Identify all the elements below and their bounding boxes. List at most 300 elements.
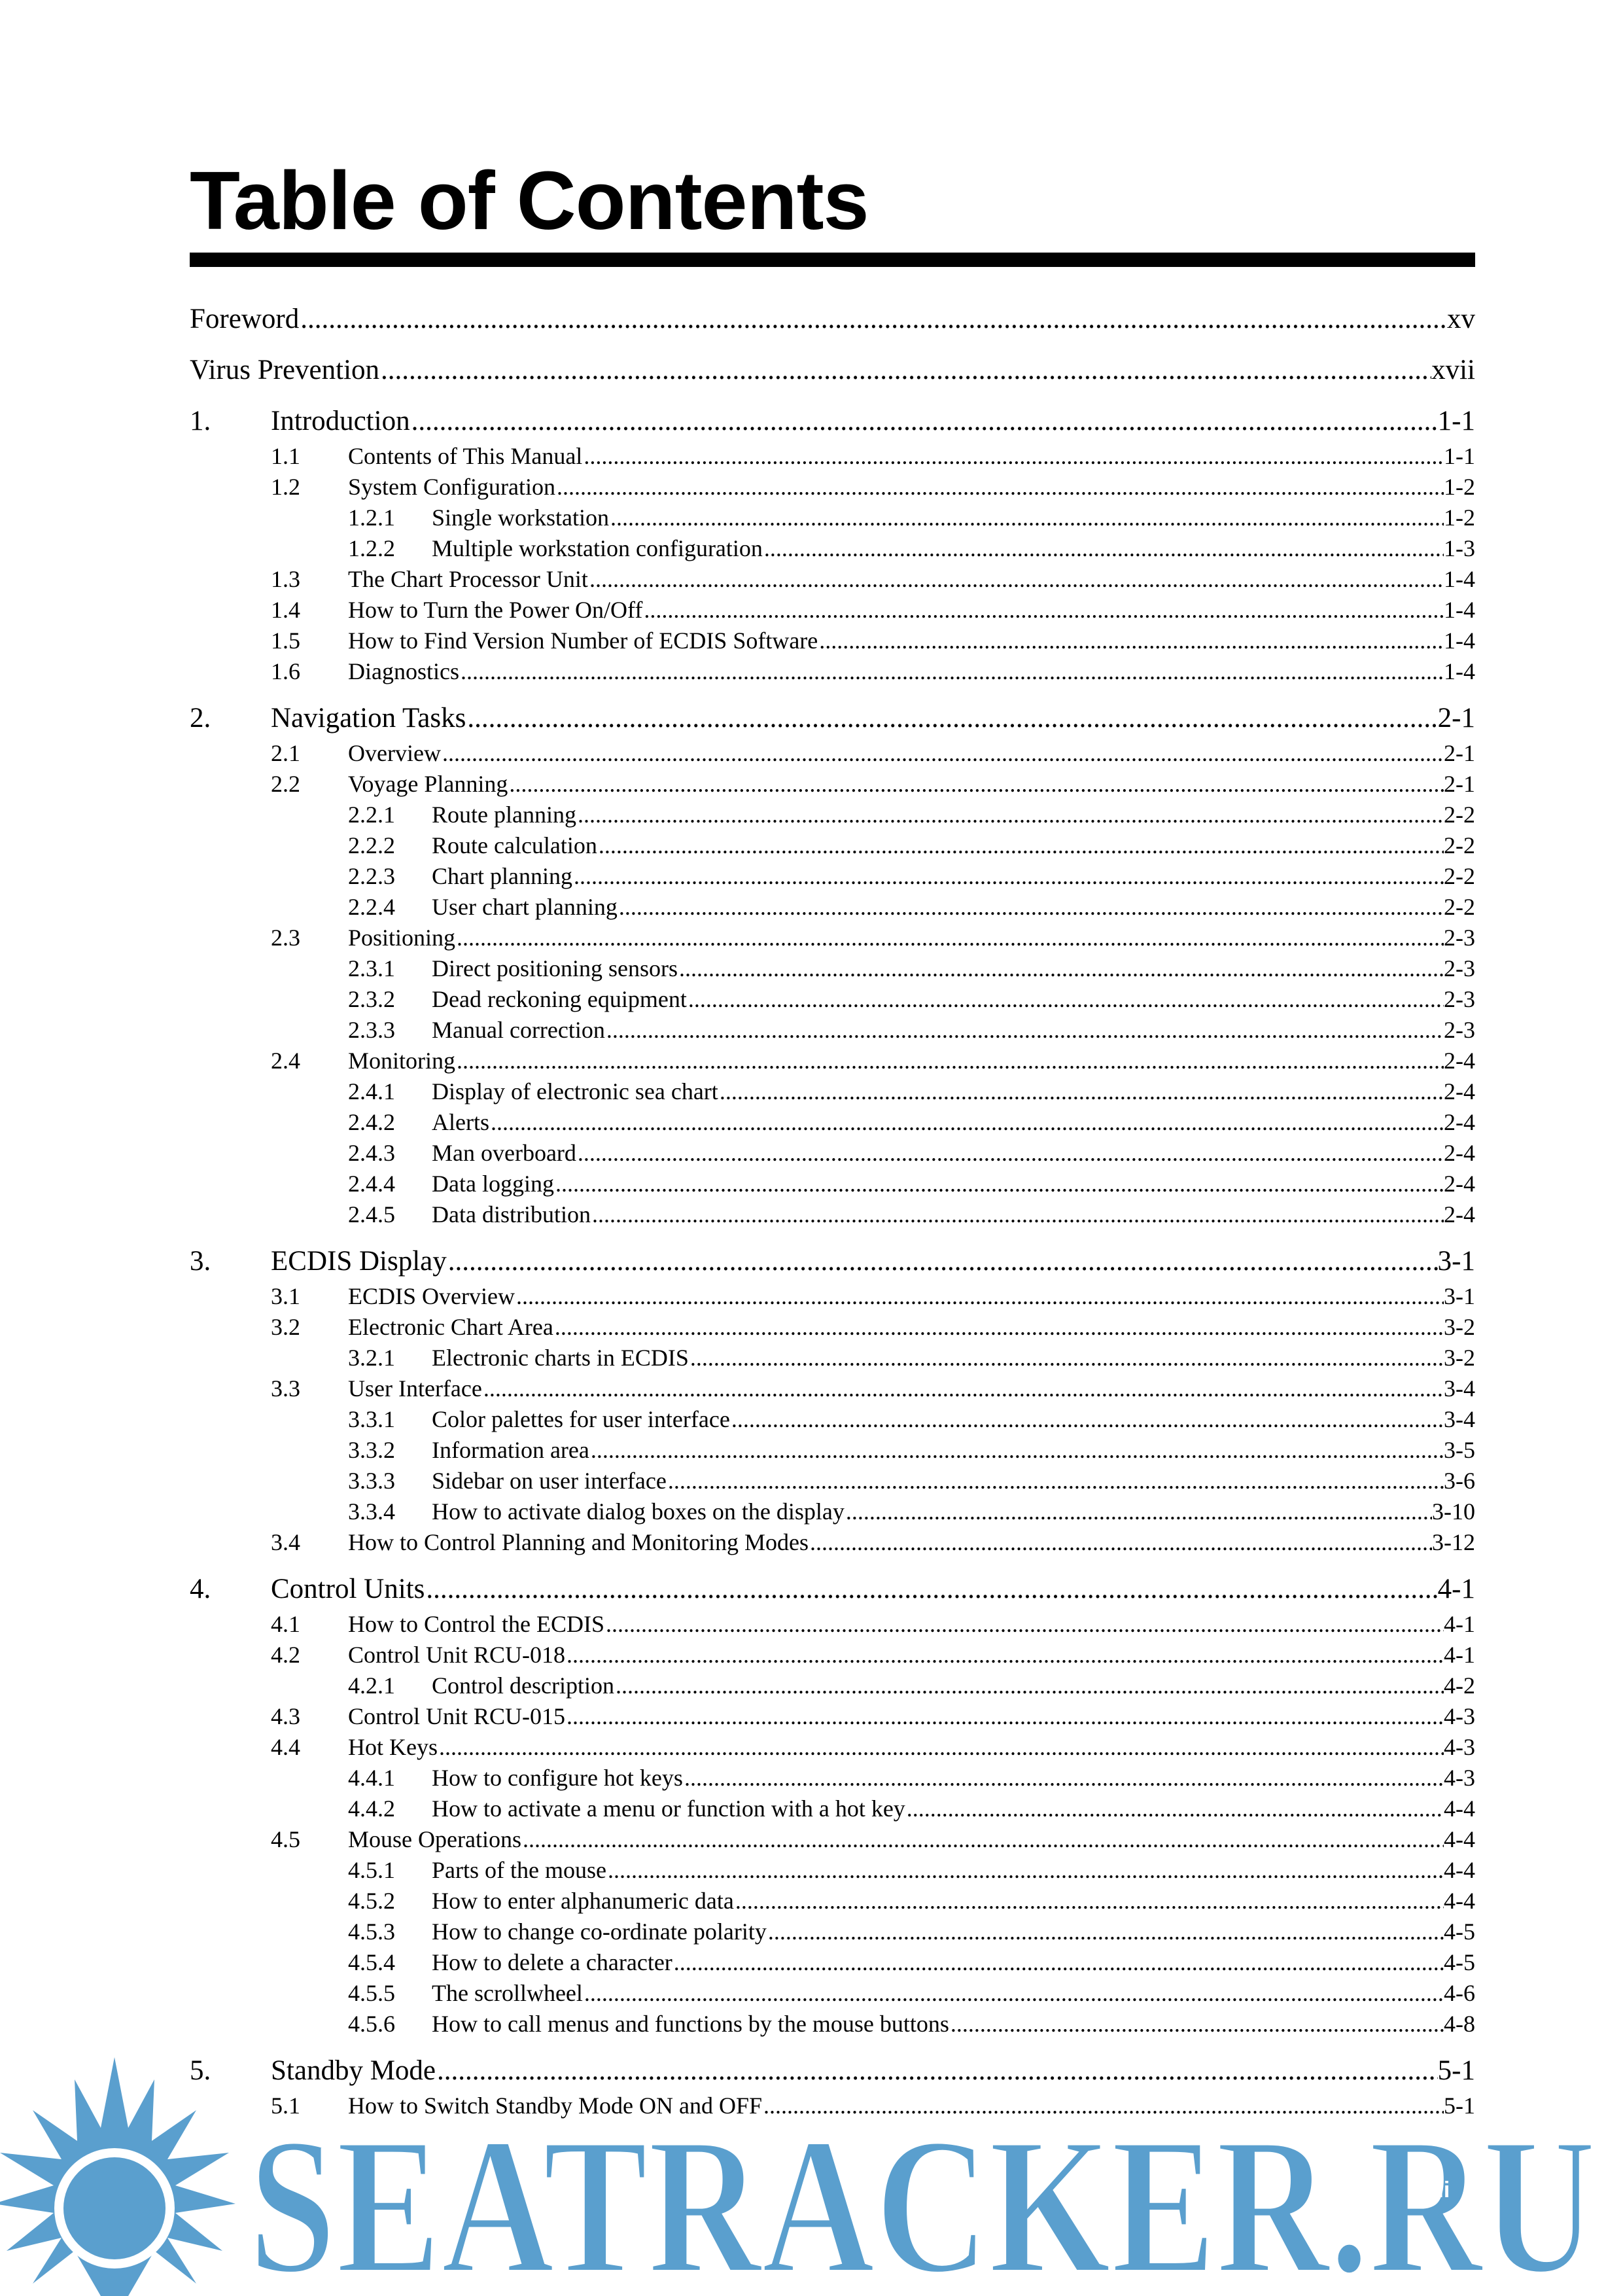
entry-line — [348, 564, 1475, 595]
dot-leader — [599, 830, 1444, 861]
entry-line — [432, 1496, 1475, 1527]
entry-line — [432, 800, 1475, 830]
dot-leader — [668, 1466, 1444, 1496]
dot-leader — [523, 1824, 1444, 1855]
entry-number: 4.3 — [271, 1703, 300, 1729]
dot-leader — [442, 738, 1444, 769]
dot-leader — [674, 1947, 1444, 1978]
entry-page-number: 4-4 — [1444, 1857, 1475, 1883]
entry-page-number: 2-4 — [1444, 1140, 1475, 1166]
toc-subsection-entry[interactable] — [190, 1199, 1475, 1230]
entry-page-number: 2-2 — [1444, 894, 1475, 920]
entry-line — [348, 656, 1475, 687]
entry-page-number: 1-1 — [1437, 406, 1475, 436]
entry-number: 3.4 — [271, 1529, 300, 1555]
entry-number: 1. — [190, 406, 211, 436]
entry-line — [432, 1169, 1475, 1199]
entry-page-number: 4-8 — [1444, 2011, 1475, 2037]
sun-core — [63, 2157, 166, 2259]
entry-title: How to Turn the Power On/Off — [348, 597, 643, 623]
entry-title: Hot Keys — [348, 1734, 438, 1760]
entry-number: 2.2.2 — [348, 832, 395, 858]
entry-number: 4.5.5 — [348, 1980, 395, 2006]
entry-number: 1.4 — [271, 597, 300, 623]
entry-page-number: 1-3 — [1444, 535, 1475, 561]
entry-title: Display of electronic sea chart — [432, 1078, 718, 1104]
toc-section-entry[interactable] — [190, 1609, 1475, 1640]
toc-chapter-entry[interactable] — [190, 402, 1475, 441]
entry-title: Monitoring — [348, 1048, 456, 1074]
entry-title: Data distribution — [432, 1201, 591, 1227]
dot-leader — [592, 1199, 1444, 1230]
toc-subsection-entry[interactable] — [190, 1978, 1475, 2009]
entry-title: Standby Mode — [271, 2055, 436, 2086]
entry-number: 3. — [190, 1246, 211, 1277]
entry-title: How to activate a menu or function with a hot key — [432, 1795, 905, 1822]
dot-leader — [584, 1978, 1444, 2009]
toc-section-entry[interactable] — [190, 564, 1475, 595]
entry-line — [432, 1670, 1475, 1701]
entry-page-number: 3-12 — [1432, 1529, 1475, 1555]
entry-line — [432, 1916, 1475, 1947]
entry-title: ECDIS Display — [271, 1246, 447, 1277]
entry-number: 4.1 — [271, 1611, 300, 1637]
dot-leader — [819, 626, 1444, 656]
entry-line — [271, 1570, 1475, 1609]
entry-number: 3.3.4 — [348, 1498, 395, 1525]
entry-line — [432, 1793, 1475, 1824]
entry-page-number: 3-4 — [1444, 1406, 1475, 1432]
entry-line — [348, 1609, 1475, 1640]
entry-title: System Configuration — [348, 474, 555, 500]
dot-leader — [810, 1527, 1432, 1558]
entry-line — [432, 1978, 1475, 2009]
entry-title: Navigation Tasks — [271, 703, 466, 733]
dot-leader — [951, 2009, 1444, 2040]
toc-subsection-entry[interactable] — [190, 1107, 1475, 1138]
entry-number: 4.5.1 — [348, 1857, 395, 1883]
watermark-text: SEATRACKER.RU — [249, 2097, 1596, 2296]
entry-title: How to call menus and functions by the mouse buttons — [432, 2011, 949, 2037]
entry-page-number: 2-3 — [1444, 955, 1475, 981]
toc-subsection-entry[interactable] — [190, 1138, 1475, 1169]
entry-page-number: 2-3 — [1444, 986, 1475, 1012]
entry-line — [432, 1763, 1475, 1793]
entry-line — [432, 1107, 1475, 1138]
toc-subsection-entry[interactable] — [190, 503, 1475, 533]
dot-leader — [768, 1916, 1444, 1947]
entry-page-number: xv — [1447, 304, 1475, 334]
sun-logo-icon — [0, 2057, 236, 2296]
toc-section-entry[interactable] — [190, 1640, 1475, 1670]
entry-line — [348, 472, 1475, 503]
toc-section-entry[interactable] — [190, 626, 1475, 656]
entry-line — [432, 1855, 1475, 1886]
entry-line — [348, 1373, 1475, 1404]
entry-title: Single workstation — [432, 504, 609, 531]
toc-subsection-entry[interactable] — [190, 1466, 1475, 1496]
toc-subsection-entry[interactable] — [190, 533, 1475, 564]
entry-title: Mouse Operations — [348, 1826, 521, 1852]
entry-page-number: 2-1 — [1437, 703, 1475, 733]
entry-page-number: 5-1 — [1444, 2093, 1475, 2119]
entry-line — [432, 503, 1475, 533]
entry-page-number: xvii — [1431, 355, 1475, 385]
toc-section-entry[interactable] — [190, 1312, 1475, 1343]
entry-number: 1.2.1 — [348, 504, 395, 531]
entry-number: 1.5 — [271, 627, 300, 654]
entry-number: 5.1 — [271, 2093, 300, 2119]
entry-line — [348, 1701, 1475, 1732]
entry-number: 2.4.3 — [348, 1140, 395, 1166]
entry-line — [348, 738, 1475, 769]
toc-section-entry[interactable] — [190, 1281, 1475, 1312]
entry-number: 2.4.4 — [348, 1171, 395, 1197]
entry-page-number: 4-1 — [1437, 1574, 1475, 1604]
entry-page-number: 4-1 — [1444, 1642, 1475, 1668]
toc-subsection-entry[interactable] — [190, 1886, 1475, 1916]
entry-number: 3.3 — [271, 1375, 300, 1402]
entry-title: Foreword — [190, 304, 300, 334]
dot-leader — [606, 1609, 1444, 1640]
entry-number: 2.4.2 — [348, 1109, 395, 1135]
dot-leader — [555, 1312, 1444, 1343]
entry-title: How to Control the ECDIS — [348, 1611, 604, 1637]
toc-section-entry[interactable] — [190, 595, 1475, 626]
dot-leader — [846, 1496, 1432, 1527]
entry-line — [348, 769, 1475, 800]
toc-chapter-entry[interactable] — [190, 1242, 1475, 1281]
entry-page-number: 2-1 — [1444, 740, 1475, 766]
entry-page-number: 2-1 — [1444, 771, 1475, 797]
entry-title: Control Units — [271, 1574, 425, 1604]
dot-leader — [483, 1373, 1444, 1404]
toc-section-entry[interactable] — [190, 441, 1475, 472]
toc-subsection-entry[interactable] — [190, 1855, 1475, 1886]
entry-line — [190, 351, 1475, 390]
entry-title: How to enter alphanumeric data — [432, 1888, 734, 1914]
entry-number: 2.3 — [271, 925, 300, 951]
entry-title: Control Unit RCU-018 — [348, 1642, 566, 1668]
entry-line — [348, 923, 1475, 953]
entry-line — [432, 2009, 1475, 2040]
entry-title: How to configure hot keys — [432, 1765, 683, 1791]
entry-title: Control Unit RCU-015 — [348, 1703, 566, 1729]
entry-line — [190, 300, 1475, 339]
entry-line — [348, 1312, 1475, 1343]
toc-section-entry[interactable] — [190, 1824, 1475, 1855]
entry-line — [432, 861, 1475, 892]
toc-subsection-entry[interactable] — [190, 1793, 1475, 1824]
entry-title: Multiple workstation configuration — [432, 535, 763, 561]
entry-page-number: 1-4 — [1444, 597, 1475, 623]
title-rule — [190, 253, 1475, 267]
entry-page-number: 3-6 — [1444, 1468, 1475, 1494]
dot-leader — [589, 564, 1444, 595]
toc-section-entry[interactable] — [190, 923, 1475, 953]
dot-leader — [461, 656, 1444, 687]
entry-title: ECDIS Overview — [348, 1283, 515, 1309]
entry-title: Alerts — [432, 1109, 489, 1135]
dot-leader — [907, 1793, 1444, 1824]
entry-title: Introduction — [271, 406, 410, 436]
toc-section-entry[interactable] — [190, 1373, 1475, 1404]
entry-page-number: 2-4 — [1444, 1048, 1475, 1074]
dot-leader — [555, 1169, 1444, 1199]
dot-leader — [735, 1886, 1444, 1916]
entry-number: 1.3 — [271, 566, 300, 592]
toc-subsection-entry[interactable] — [190, 1763, 1475, 1793]
entry-title: Parts of the mouse — [432, 1857, 606, 1883]
toc-subsection-entry[interactable] — [190, 1343, 1475, 1373]
entry-title: How to delete a character — [432, 1949, 672, 1975]
entry-line — [432, 892, 1475, 923]
dot-leader — [608, 1855, 1444, 1886]
entry-number: 2.4 — [271, 1048, 300, 1074]
entry-title: Direct positioning sensors — [432, 955, 678, 981]
entry-title: Color palettes for user interface — [432, 1406, 730, 1432]
toc-chapter-entry[interactable] — [190, 1570, 1475, 1609]
entry-page-number: 1-4 — [1444, 566, 1475, 592]
toc-subsection-entry[interactable] — [190, 1496, 1475, 1527]
entry-number: 2.2.4 — [348, 894, 395, 920]
entry-title: Route calculation — [432, 832, 597, 858]
entry-line — [432, 1466, 1475, 1496]
entry-title: Manual correction — [432, 1017, 605, 1043]
entry-title: Overview — [348, 740, 441, 766]
entry-page-number: 2-2 — [1444, 832, 1475, 858]
entry-page-number: 4-5 — [1444, 1949, 1475, 1975]
dot-leader — [584, 441, 1444, 472]
toc-subsection-entry[interactable] — [190, 800, 1475, 830]
entry-title: User Interface — [348, 1375, 482, 1402]
entry-number: 3.2.1 — [348, 1345, 395, 1371]
toc-subsection-entry[interactable] — [190, 1435, 1475, 1466]
entry-page-number: 1-4 — [1444, 658, 1475, 684]
dot-leader — [606, 1015, 1444, 1046]
entry-title: User chart planning — [432, 894, 618, 920]
entry-number: 2.3.1 — [348, 955, 395, 981]
entry-title: Virus Prevention — [190, 355, 380, 385]
entry-number: 1.6 — [271, 658, 300, 684]
entry-line — [348, 1281, 1475, 1312]
dot-leader — [731, 1404, 1444, 1435]
entry-line — [432, 1138, 1475, 1169]
entry-title: Contents of This Manual — [348, 443, 583, 469]
entry-number: 4.5.3 — [348, 1918, 395, 1945]
entry-title: Data logging — [432, 1171, 554, 1197]
entry-page-number: 2-2 — [1444, 802, 1475, 828]
entry-page-number: 3-4 — [1444, 1375, 1475, 1402]
entry-number: 4. — [190, 1574, 211, 1604]
toc-section-entry[interactable] — [190, 769, 1475, 800]
entry-page-number: 4-3 — [1444, 1703, 1475, 1729]
dot-leader — [610, 503, 1444, 533]
entry-number: 3.3.3 — [348, 1468, 395, 1494]
entry-number: 5. — [190, 2055, 211, 2086]
dot-leader — [616, 1670, 1444, 1701]
toc-front-entry[interactable] — [190, 300, 1475, 351]
dot-leader — [448, 1242, 1438, 1281]
entry-number: 1.1 — [271, 443, 300, 469]
entry-page-number: 2-2 — [1444, 863, 1475, 889]
entry-page-number: 1-4 — [1444, 627, 1475, 654]
entry-page-number: 4-5 — [1444, 1918, 1475, 1945]
dot-leader — [679, 953, 1444, 984]
table-of-contents — [190, 300, 1475, 2121]
page-number: iii — [1431, 2178, 1450, 2202]
entry-line — [432, 1404, 1475, 1435]
entry-line — [348, 1824, 1475, 1855]
entry-title: Dead reckoning equipment — [432, 986, 687, 1012]
dot-leader — [426, 1570, 1437, 1609]
entry-page-number: 3-2 — [1444, 1314, 1475, 1340]
entry-title: Control description — [432, 1672, 614, 1699]
dot-leader — [439, 1732, 1444, 1763]
entry-line — [432, 830, 1475, 861]
entry-line — [348, 626, 1475, 656]
entry-page-number: 4-3 — [1444, 1765, 1475, 1791]
entry-number: 4.4.1 — [348, 1765, 395, 1791]
entry-title: Voyage Planning — [348, 771, 508, 797]
entry-line — [432, 1015, 1475, 1046]
entry-line — [432, 1076, 1475, 1107]
entry-title: The Chart Processor Unit — [348, 566, 588, 592]
toc-subsection-entry[interactable] — [190, 830, 1475, 861]
toc-section-entry[interactable] — [190, 656, 1475, 687]
watermark — [0, 2041, 1623, 2296]
toc-subsection-entry[interactable] — [190, 1169, 1475, 1199]
entry-title: Electronic charts in ECDIS — [432, 1345, 689, 1371]
toc-section-entry[interactable] — [190, 472, 1475, 503]
entry-page-number: 3-1 — [1444, 1283, 1475, 1309]
dot-leader — [457, 1046, 1444, 1076]
toc-section-entry[interactable] — [190, 1732, 1475, 1763]
entry-line — [432, 1947, 1475, 1978]
entry-title: Diagnostics — [348, 658, 459, 684]
toc-section-entry[interactable] — [190, 1527, 1475, 1558]
toc-subsection-entry[interactable] — [190, 861, 1475, 892]
entry-number: 2. — [190, 703, 211, 733]
entry-number: 3.2 — [271, 1314, 300, 1340]
entry-line — [348, 1527, 1475, 1558]
toc-section-entry[interactable] — [190, 1701, 1475, 1732]
toc-subsection-entry[interactable] — [190, 1947, 1475, 1978]
entry-page-number: 5-1 — [1437, 2055, 1475, 2086]
toc-front-entry[interactable] — [190, 351, 1475, 402]
toc-section-entry[interactable] — [190, 1046, 1475, 1076]
dot-leader — [578, 800, 1444, 830]
dot-leader — [690, 1343, 1444, 1373]
entry-line — [348, 441, 1475, 472]
entry-page-number: 1-2 — [1444, 474, 1475, 500]
entry-page-number: 2-3 — [1444, 1017, 1475, 1043]
entry-title: How to Control Planning and Monitoring Modes — [348, 1529, 809, 1555]
dot-leader — [557, 472, 1444, 503]
entry-page-number: 4-4 — [1444, 1795, 1475, 1822]
entry-line — [432, 984, 1475, 1015]
entry-page-number: 4-2 — [1444, 1672, 1475, 1699]
entry-title: How to change co-ordinate polarity — [432, 1918, 767, 1945]
toc-chapter-entry[interactable] — [190, 699, 1475, 738]
entry-page-number: 4-1 — [1444, 1611, 1475, 1637]
toc-subsection-entry[interactable] — [190, 1670, 1475, 1701]
toc-section-entry[interactable] — [190, 738, 1475, 769]
entry-number: 2.1 — [271, 740, 300, 766]
entry-page-number: 4-4 — [1444, 1826, 1475, 1852]
entry-number: 1.2 — [271, 474, 300, 500]
dot-leader — [574, 861, 1444, 892]
toc-subsection-entry[interactable] — [190, 1076, 1475, 1107]
entry-page-number: 3-1 — [1437, 1246, 1475, 1277]
toc-subsection-entry[interactable] — [190, 892, 1475, 923]
toc-subsection-entry[interactable] — [190, 1916, 1475, 1947]
entry-title: Sidebar on user interface — [432, 1468, 667, 1494]
dot-leader — [411, 402, 1438, 441]
page-title: Table of Contents — [190, 154, 869, 247]
toc-subsection-entry[interactable] — [190, 1015, 1475, 1046]
entry-number: 1.2.2 — [348, 535, 395, 561]
entry-line — [432, 533, 1475, 564]
dot-leader — [619, 892, 1444, 923]
entry-number: 4.5.2 — [348, 1888, 395, 1914]
entry-line — [348, 1732, 1475, 1763]
entry-number: 4.5.6 — [348, 2011, 395, 2037]
entry-line — [348, 1046, 1475, 1076]
entry-title: Positioning — [348, 925, 456, 951]
entry-number: 2.2.3 — [348, 863, 395, 889]
dot-leader — [381, 351, 1431, 390]
entry-line — [348, 595, 1475, 626]
dot-leader — [591, 1435, 1444, 1466]
entry-page-number: 2-4 — [1444, 1171, 1475, 1197]
entry-number: 4.5.4 — [348, 1949, 395, 1975]
entry-page-number: 2-4 — [1444, 1109, 1475, 1135]
dot-leader — [567, 1640, 1444, 1670]
entry-title: Man overboard — [432, 1140, 576, 1166]
dot-leader — [300, 300, 1447, 339]
toc-subsection-entry[interactable] — [190, 953, 1475, 984]
dot-leader — [509, 769, 1444, 800]
entry-number: 2.2.1 — [348, 802, 395, 828]
dot-leader — [491, 1107, 1444, 1138]
entry-title: Chart planning — [432, 863, 572, 889]
entry-title: Electronic Chart Area — [348, 1314, 553, 1340]
entry-number: 3.1 — [271, 1283, 300, 1309]
entry-line — [432, 953, 1475, 984]
toc-subsection-entry[interactable] — [190, 984, 1475, 1015]
entry-title: How to activate dialog boxes on the display — [432, 1498, 845, 1525]
entry-page-number: 4-6 — [1444, 1980, 1475, 2006]
entry-line — [432, 1435, 1475, 1466]
dot-leader — [764, 533, 1444, 564]
entry-line — [271, 402, 1475, 441]
dot-leader — [684, 1763, 1444, 1793]
entry-number: 2.3.2 — [348, 986, 395, 1012]
entry-title: How to Find Version Number of ECDIS Software — [348, 627, 818, 654]
toc-subsection-entry[interactable] — [190, 2009, 1475, 2040]
entry-number: 4.4.2 — [348, 1795, 395, 1822]
toc-subsection-entry[interactable] — [190, 1404, 1475, 1435]
entry-title: How to Switch Standby Mode ON and OFF — [348, 2093, 763, 2119]
dot-leader — [688, 984, 1444, 1015]
entry-page-number: 4-4 — [1444, 1888, 1475, 1914]
entry-number: 4.2.1 — [348, 1672, 395, 1699]
entry-number: 4.2 — [271, 1642, 300, 1668]
dot-leader — [567, 1701, 1444, 1732]
entry-page-number: 2-3 — [1444, 925, 1475, 951]
entry-line — [432, 1343, 1475, 1373]
